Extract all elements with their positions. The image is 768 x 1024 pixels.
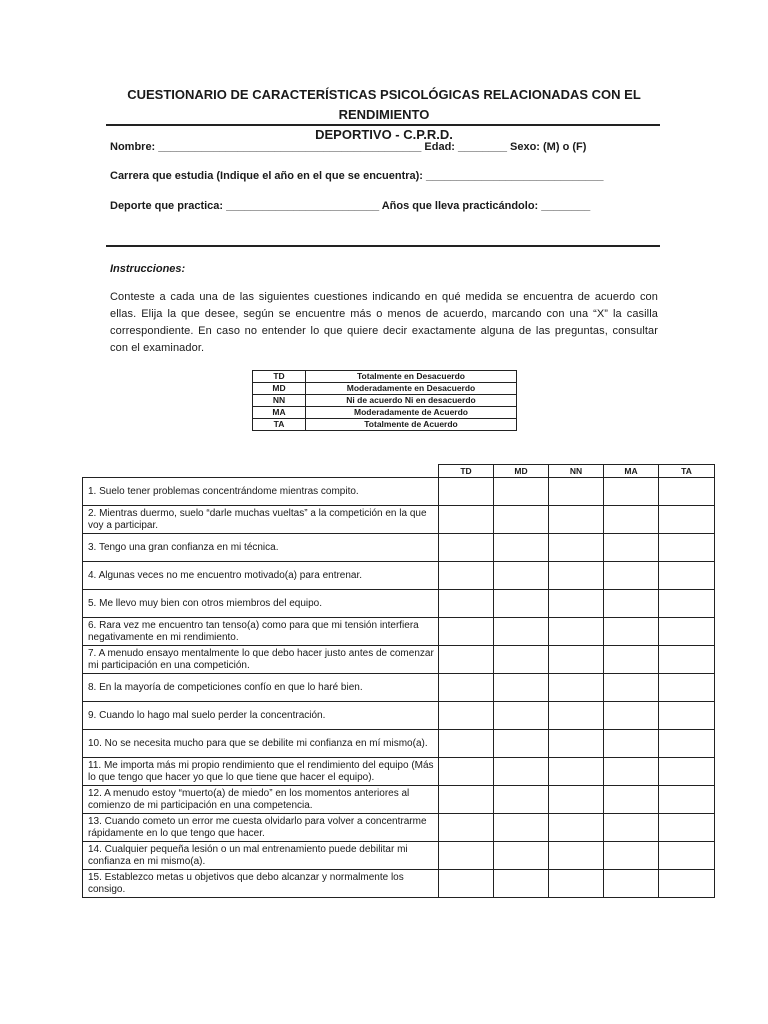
answer-cell-nn[interactable]	[549, 870, 604, 898]
divider-bottom	[106, 245, 660, 247]
question-row	[83, 814, 715, 842]
question-text: 15. Establezco metas u objetivos que debo alcanzar y normalmente los consigo.	[83, 870, 439, 898]
column-header-td: TD	[439, 465, 494, 478]
question-text: 1. Suelo tener problemas concentrándome mientras compito.	[83, 478, 439, 506]
answer-cell-nn[interactable]	[549, 730, 604, 758]
answer-cell-md[interactable]	[494, 814, 549, 842]
question-row	[83, 702, 715, 730]
answer-cell-nn[interactable]	[549, 646, 604, 674]
question-row	[83, 646, 715, 674]
question-row	[83, 618, 715, 646]
legend-code: NN	[253, 395, 306, 407]
title-line-2: DEPORTIVO - C.P.R.D.	[315, 127, 453, 142]
answer-cell-nn[interactable]	[549, 702, 604, 730]
question-row	[83, 562, 715, 590]
answer-cell-nn[interactable]	[549, 478, 604, 506]
answer-cell-ma[interactable]	[604, 618, 659, 646]
answer-cell-td[interactable]	[439, 674, 494, 702]
answer-cell-nn[interactable]	[549, 618, 604, 646]
question-row	[83, 478, 715, 506]
answer-cell-td[interactable]	[439, 534, 494, 562]
answer-cell-ta[interactable]	[659, 506, 715, 534]
legend-row	[253, 407, 517, 419]
answer-cell-ta[interactable]	[659, 758, 715, 786]
question-text: 10. No se necesita mucho para que se debilite mi confianza en mí mismo(a).	[83, 730, 439, 758]
question-row	[83, 674, 715, 702]
question-text: 9. Cuando lo hago mal suelo perder la concentración.	[83, 702, 439, 730]
answer-cell-nn[interactable]	[549, 758, 604, 786]
answer-cell-ta[interactable]	[659, 702, 715, 730]
question-text: 2. Mientras duermo, suelo “darle muchas vueltas” a la competición en la que voy a participar.	[83, 506, 439, 534]
answer-cell-nn[interactable]	[549, 814, 604, 842]
answer-cell-td[interactable]	[439, 702, 494, 730]
answer-cell-md[interactable]	[494, 506, 549, 534]
page-title	[108, 85, 660, 145]
answer-cell-ma[interactable]	[604, 478, 659, 506]
answer-cell-ma[interactable]	[604, 674, 659, 702]
answer-cell-nn[interactable]	[549, 842, 604, 870]
answer-cell-md[interactable]	[494, 870, 549, 898]
answer-cell-ta[interactable]	[659, 478, 715, 506]
answer-cell-ma[interactable]	[604, 646, 659, 674]
answer-cell-ta[interactable]	[659, 590, 715, 618]
answer-cell-ma[interactable]	[604, 870, 659, 898]
answer-cell-md[interactable]	[494, 674, 549, 702]
answer-cell-nn[interactable]	[549, 534, 604, 562]
answer-cell-ma[interactable]	[604, 562, 659, 590]
legend-code: TA	[253, 419, 306, 431]
question-row	[83, 590, 715, 618]
answer-cell-md[interactable]	[494, 758, 549, 786]
question-text: 8. En la mayoría de competiciones confío en que lo haré bien.	[83, 674, 439, 702]
answer-cell-nn[interactable]	[549, 506, 604, 534]
answer-cell-td[interactable]	[439, 618, 494, 646]
answer-cell-md[interactable]	[494, 590, 549, 618]
answer-cell-md[interactable]	[494, 618, 549, 646]
answer-cell-td[interactable]	[439, 730, 494, 758]
answer-cell-td[interactable]	[439, 814, 494, 842]
answer-cell-td[interactable]	[439, 562, 494, 590]
answer-cell-td[interactable]	[439, 842, 494, 870]
answer-cell-ma[interactable]	[604, 702, 659, 730]
answer-cell-md[interactable]	[494, 730, 549, 758]
instructions-text: Conteste a cada una de las siguientes cuestiones indicando en qué medida se encuentra de acuerdo con ellas. Elija la que desee, según se encuentre más o menos de acuerdo, marcando con una “X” la casilla correspondiente. En caso no entender lo que quiere decir exactamente alguna de las preguntas, consultar con el examinador.	[110, 291, 658, 354]
deporte-field[interactable]: Deporte que practica: _________________________ Años que lleva practicándolo: ________	[110, 200, 591, 212]
question-row	[83, 506, 715, 534]
answer-cell-ta[interactable]	[659, 534, 715, 562]
question-row	[83, 534, 715, 562]
answer-cell-td[interactable]	[439, 786, 494, 814]
legend-label: Moderadamente de Acuerdo	[306, 407, 517, 419]
answer-cell-td[interactable]	[439, 478, 494, 506]
answer-cell-nn[interactable]	[549, 674, 604, 702]
question-text: 12. A menudo estoy “muerto(a) de miedo” en los momentos anteriores al comienzo de mi participación en una competencia.	[83, 786, 439, 814]
answer-cell-td[interactable]	[439, 758, 494, 786]
question-text: 4. Algunas veces no me encuentro motivado(a) para entrenar.	[83, 562, 439, 590]
question-text: 3. Tengo una gran confianza en mi técnica.	[83, 534, 439, 562]
nombre-field[interactable]: Nombre: ___________________________________________ Edad: ________ Sexo: (M) o (F)	[110, 141, 587, 153]
legend-row	[253, 371, 517, 383]
carrera-field[interactable]: Carrera que estudia (Indique el año en el que se encuentra): _____________________________	[110, 170, 604, 182]
answer-cell-ta[interactable]	[659, 842, 715, 870]
answer-cell-nn[interactable]	[549, 786, 604, 814]
header-blank	[83, 465, 439, 478]
answer-cell-ma[interactable]	[604, 786, 659, 814]
answer-cell-md[interactable]	[494, 478, 549, 506]
answer-cell-ma[interactable]	[604, 506, 659, 534]
answer-cell-md[interactable]	[494, 786, 549, 814]
column-header-md: MD	[494, 465, 549, 478]
question-text: 14. Cualquier pequeña lesión o un mal entrenamiento puede debilitar mi confianza en mi mismo(a).	[83, 842, 439, 870]
question-row	[83, 842, 715, 870]
questionnaire-table	[82, 464, 715, 898]
answer-cell-ma[interactable]	[604, 758, 659, 786]
question-text: 6. Rara vez me encuentro tan tenso(a) como para que mi tensión interfiera negativamente en mi rendimiento.	[83, 618, 439, 646]
answer-cell-ta[interactable]	[659, 814, 715, 842]
legend-label: Ni de acuerdo Ni en desacuerdo	[306, 395, 517, 407]
legend-row	[253, 383, 517, 395]
legend-code: MD	[253, 383, 306, 395]
answer-cell-ta[interactable]	[659, 562, 715, 590]
answer-cell-md[interactable]	[494, 702, 549, 730]
legend-code: TD	[253, 371, 306, 383]
legend-table	[252, 370, 517, 431]
answer-cell-md[interactable]	[494, 562, 549, 590]
answer-cell-td[interactable]	[439, 870, 494, 898]
title-line-1: CUESTIONARIO DE CARACTERÍSTICAS PSICOLÓGICAS RELACIONADAS CON EL RENDIMIENTO	[127, 87, 641, 122]
answer-cell-ta[interactable]	[659, 646, 715, 674]
legend-row	[253, 419, 517, 431]
legend-row	[253, 395, 517, 407]
answer-cell-ma[interactable]	[604, 590, 659, 618]
column-header-nn: NN	[549, 465, 604, 478]
legend-label: Totalmente de Acuerdo	[306, 419, 517, 431]
answer-cell-md[interactable]	[494, 534, 549, 562]
answer-cell-ma[interactable]	[604, 814, 659, 842]
answer-cell-ta[interactable]	[659, 618, 715, 646]
column-header-ta: TA	[659, 465, 715, 478]
answer-cell-ta[interactable]	[659, 870, 715, 898]
answer-cell-nn[interactable]	[549, 562, 604, 590]
question-text: 11. Me importa más mi propio rendimiento que el rendimiento del equipo (Más lo que tengo que hacer yo que lo que tiene que hacer el equipo).	[83, 758, 439, 786]
answer-cell-ma[interactable]	[604, 534, 659, 562]
instructions-title: Instrucciones:	[110, 263, 186, 275]
answer-cell-td[interactable]	[439, 646, 494, 674]
question-row	[83, 758, 715, 786]
question-row	[83, 786, 715, 814]
answer-cell-ta[interactable]	[659, 730, 715, 758]
answer-cell-td[interactable]	[439, 506, 494, 534]
answer-cell-md[interactable]	[494, 842, 549, 870]
answer-cell-ma[interactable]	[604, 730, 659, 758]
answer-cell-ta[interactable]	[659, 786, 715, 814]
answer-cell-ta[interactable]	[659, 674, 715, 702]
question-text: 5. Me llevo muy bien con otros miembros del equipo.	[83, 590, 439, 618]
answer-cell-md[interactable]	[494, 646, 549, 674]
answer-cell-td[interactable]	[439, 590, 494, 618]
answer-cell-nn[interactable]	[549, 590, 604, 618]
divider-top	[106, 124, 660, 126]
question-text: 7. A menudo ensayo mentalmente lo que debo hacer justo antes de comenzar mi participación en una competición.	[83, 646, 439, 674]
question-row	[83, 730, 715, 758]
legend-label: Moderadamente en Desacuerdo	[306, 383, 517, 395]
legend-label: Totalmente en Desacuerdo	[306, 371, 517, 383]
question-row	[83, 870, 715, 898]
legend-code: MA	[253, 407, 306, 419]
question-text: 13. Cuando cometo un error me cuesta olvidarlo para volver a concentrarme rápidamente en lo que tengo que hacer.	[83, 814, 439, 842]
answer-cell-ma[interactable]	[604, 842, 659, 870]
column-header-ma: MA	[604, 465, 659, 478]
